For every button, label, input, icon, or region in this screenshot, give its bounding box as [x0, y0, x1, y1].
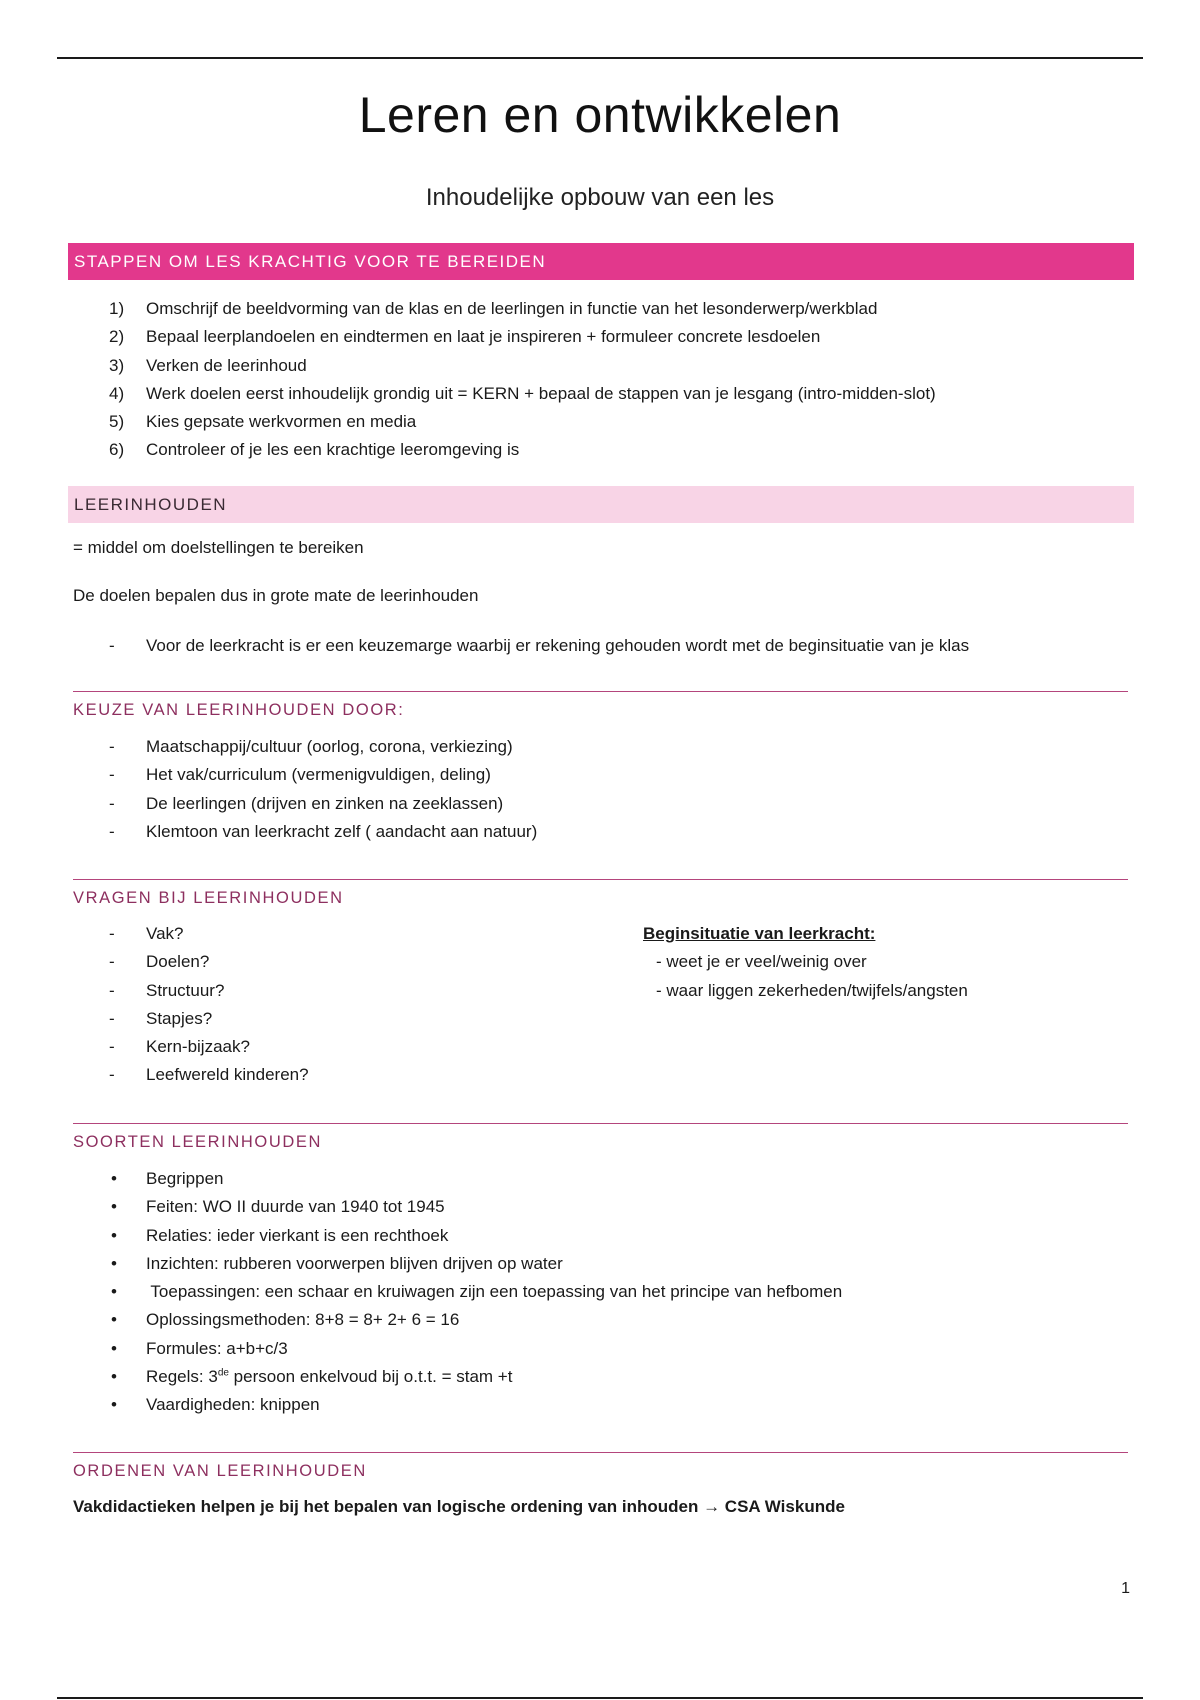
section-heading-vragen: VRAGEN BIJ LEERINHOUDEN	[73, 879, 1128, 908]
bullet-icon: •	[111, 1197, 117, 1217]
list-item: • Begrippen	[73, 1165, 842, 1193]
definition-line: = middel om doelstellingen te bereiken	[73, 538, 364, 557]
steps-list	[73, 295, 936, 465]
bullet-icon: •	[111, 1225, 117, 1245]
list-item: • Feiten: WO II duurde van 1940 tot 1945	[73, 1193, 842, 1221]
list-item: • Formules: a+b+c/3	[73, 1335, 842, 1363]
list-item: • Oplossingsmethoden: 8+8 = 8+ 2+ 6 = 16	[73, 1306, 842, 1334]
list-item: 5) Kies gepsate werkvormen en media	[109, 412, 417, 432]
list-item: - Klemtoon van leerkracht zelf ( aandacht aan natuur)	[109, 821, 538, 841]
list-item: - De leerlingen (drijven en zinken na zeeklassen)	[109, 793, 504, 813]
section-heading-stappen: STAPPEN OM LES KRACHTIG VOOR TE BEREIDEN	[68, 243, 1134, 280]
bullet-icon: •	[111, 1169, 117, 1188]
section-heading-ordenen: ORDENEN VAN LEERINHOUDEN	[73, 1452, 1128, 1481]
bullet-icon: •	[111, 1338, 117, 1358]
list-item: 2) Bepaal leerplandoelen en eindtermen en laat je inspireren + formuleer concrete lesdoelen	[109, 327, 821, 347]
section-heading-keuze: KEUZE VAN LEERINHOUDEN DOOR:	[73, 691, 1128, 720]
bullet-icon: •	[111, 1310, 117, 1330]
bullet-icon: •	[111, 1395, 117, 1415]
list-item: - Het vak/curriculum (vermenigvuldigen, deling)	[109, 765, 491, 785]
ordenen-text: Vakdidactieken helpen je bij het bepalen van logische ordening van inhouden → CSA Wiskunde	[73, 1497, 845, 1516]
beginsituatie-item: - weet je er veel/weinig over	[656, 952, 867, 972]
bullet-icon: •	[111, 1253, 117, 1273]
goals-line: De doelen bepalen dus in grote mate de leerinhouden	[73, 586, 479, 605]
page-number: 1	[1121, 1580, 1130, 1597]
list-item: - Kern-bijzaak?	[109, 1037, 250, 1057]
leerinhouden-list	[73, 632, 969, 660]
document-subtitle: Inhoudelijke opbouw van een les	[425, 184, 775, 211]
soorten-list	[73, 1165, 842, 1420]
list-item: 4) Werk doelen eerst inhoudelijk grondig uit = KERN + bepaal de stappen van je lesgang (intro-midden-slot)	[109, 383, 936, 403]
top-rule	[57, 57, 1143, 59]
list-item: 3) Verken de leerinhoud	[109, 355, 307, 375]
list-item: 1) Omschrijf de beeldvorming van de klas en de leerlingen in functie van het lesonderwerp/werkblad	[109, 299, 878, 318]
list-item: - Doelen?	[109, 952, 210, 972]
bullet-icon: •	[111, 1367, 117, 1387]
section-heading-leerinhouden: LEERINHOUDEN	[68, 486, 1134, 523]
list-item: - Structuur?	[109, 980, 225, 1000]
vragen-list	[73, 920, 309, 1090]
section-heading-soorten: SOORTEN LEERINHOUDEN	[73, 1123, 1128, 1152]
list-item: • Relaties: ieder vierkant is een rechthoek	[73, 1222, 842, 1250]
list-item: - Voor de leerkracht is er een keuzemarge waarbij er rekening gehouden wordt met de beginsituatie van je klas	[109, 636, 970, 655]
beginsituatie-block	[643, 920, 968, 1005]
list-item: 6) Controleer of je les een krachtige leeromgeving is	[109, 440, 520, 460]
list-item: • Regels: 3de persoon enkelvoud bij o.t.t. = stam +t	[73, 1363, 842, 1391]
list-item: • Inzichten: rubberen voorwerpen blijven drijven op water	[73, 1250, 842, 1278]
list-item: • Vaardigheden: knippen	[73, 1391, 842, 1419]
list-item: • Toepassingen: een schaar en kruiwagen zijn een toepassing van het principe van hefbomen	[73, 1278, 842, 1306]
list-item: - Maatschappij/cultuur (oorlog, corona, verkiezing)	[109, 737, 513, 756]
beginsituatie-heading: Beginsituatie van leerkracht:	[643, 924, 876, 943]
keuze-list	[73, 733, 537, 846]
beginsituatie-item: - waar liggen zekerheden/twijfels/angsten	[656, 980, 968, 1000]
bottom-rule	[57, 1697, 1143, 1699]
list-item: - Stapjes?	[109, 1008, 213, 1028]
bullet-icon: •	[111, 1282, 117, 1302]
list-item: - Vak?	[109, 924, 184, 943]
document-title: Leren en ontwikkelen	[358, 87, 842, 143]
list-item: - Leefwereld kinderen?	[109, 1065, 309, 1085]
